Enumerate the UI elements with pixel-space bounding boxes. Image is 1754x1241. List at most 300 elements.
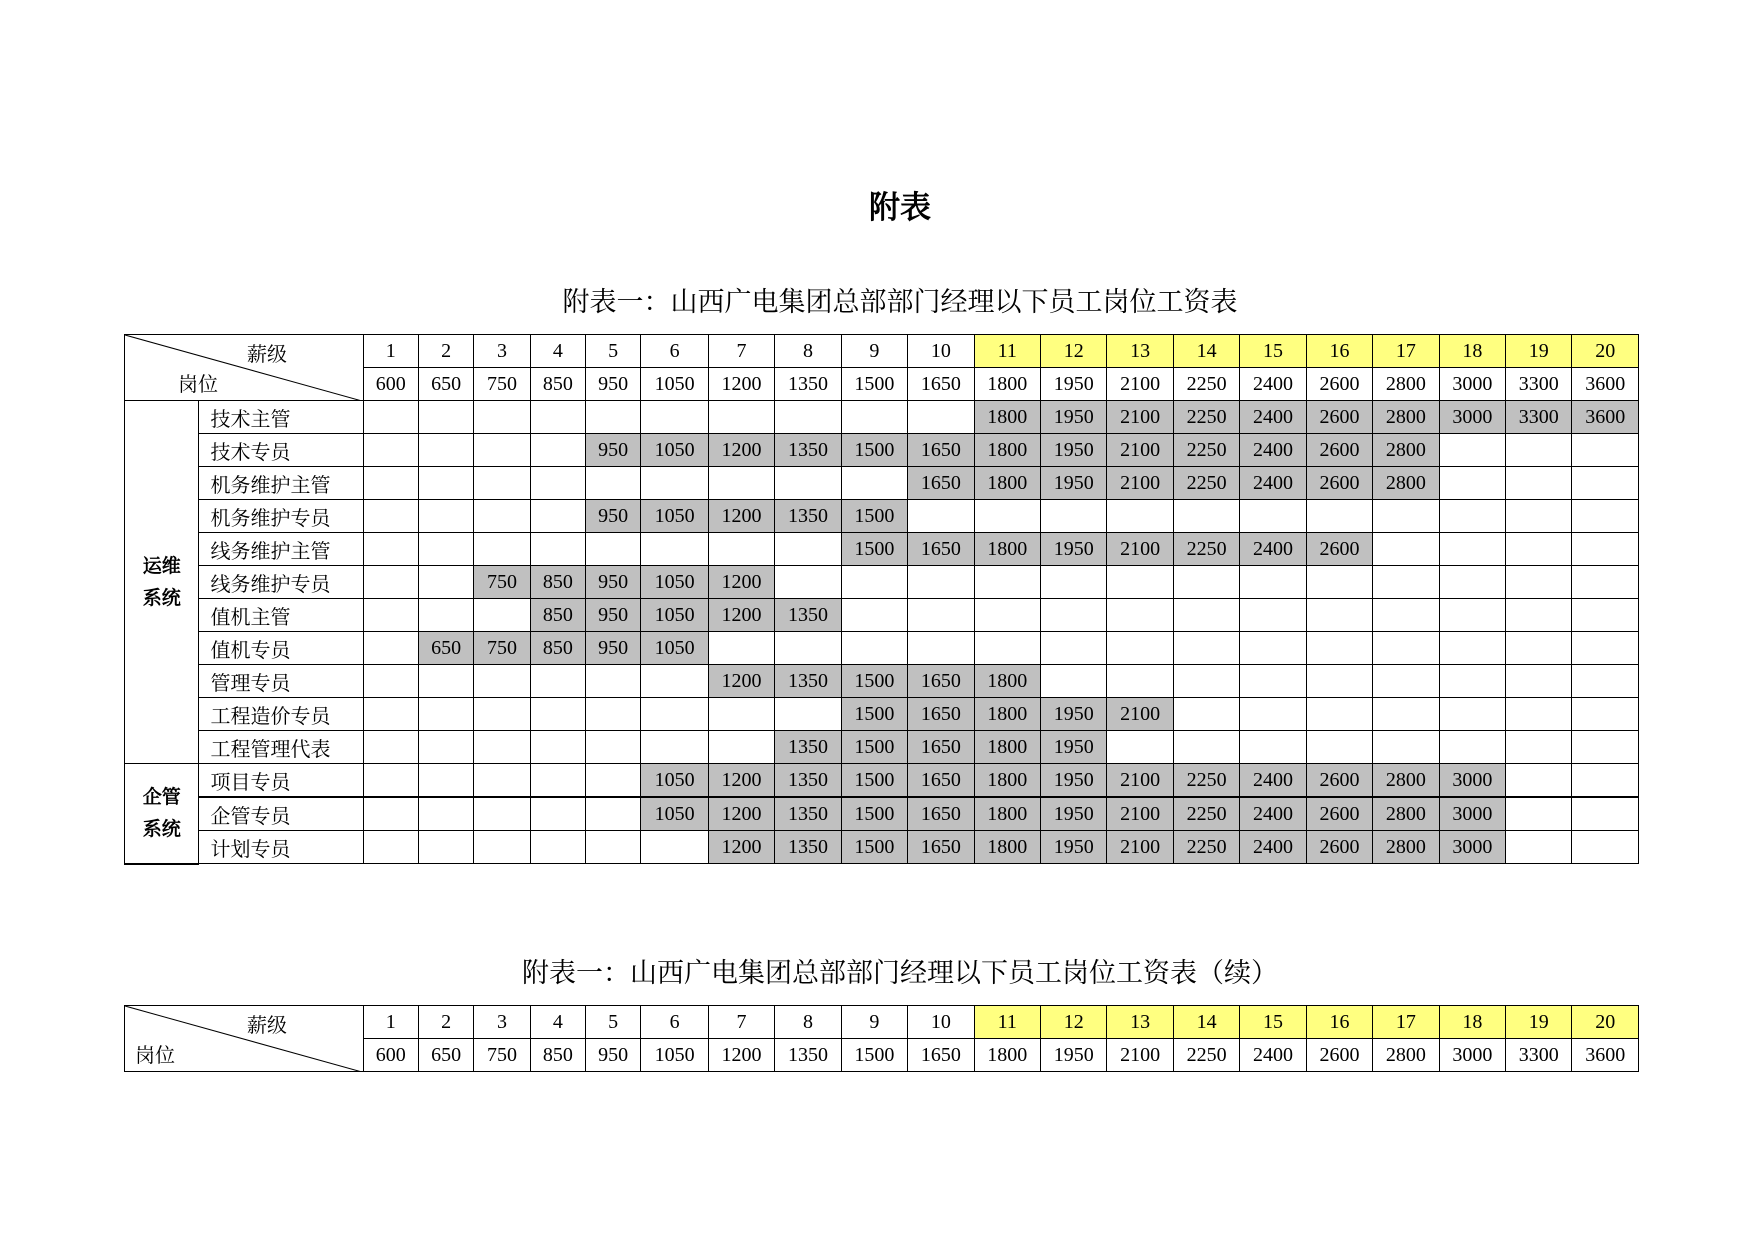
empty-cell — [1572, 665, 1639, 698]
grade-number: 12 — [1040, 335, 1106, 368]
base-salary: 750 — [474, 368, 530, 401]
empty-cell — [474, 698, 530, 731]
salary-cell: 750 — [474, 632, 530, 665]
base-salary: 950 — [586, 1039, 641, 1072]
empty-cell — [1439, 632, 1505, 665]
empty-cell — [474, 401, 530, 434]
salary-cell: 950 — [586, 434, 641, 467]
grade-number: 2 — [418, 1006, 473, 1039]
empty-cell — [1173, 566, 1239, 599]
salary-cell: 1350 — [775, 797, 841, 831]
empty-cell — [1572, 731, 1639, 764]
corner-grade-label: 薪级 — [247, 344, 287, 366]
table-row — [125, 401, 1639, 434]
empty-cell — [418, 831, 473, 864]
empty-cell — [530, 731, 585, 764]
grade-number: 4 — [530, 1006, 585, 1039]
salary-cell: 1650 — [908, 764, 974, 798]
salary-cell: 650 — [418, 632, 473, 665]
grade-number: 13 — [1107, 1006, 1173, 1039]
salary-cell: 750 — [474, 566, 530, 599]
position-name: 值机专员 — [199, 632, 363, 665]
empty-cell — [1373, 599, 1439, 632]
empty-cell — [1173, 665, 1239, 698]
base-salary: 1050 — [641, 1039, 708, 1072]
salary-cell: 2600 — [1306, 764, 1372, 798]
empty-cell — [474, 665, 530, 698]
salary-cell: 2400 — [1240, 401, 1306, 434]
empty-cell — [974, 632, 1040, 665]
empty-cell — [363, 401, 418, 434]
base-salary: 3600 — [1572, 1039, 1639, 1072]
empty-cell — [1040, 500, 1106, 533]
salary-cell: 2100 — [1107, 533, 1173, 566]
base-salary: 2400 — [1240, 368, 1306, 401]
empty-cell — [1439, 500, 1505, 533]
empty-cell — [418, 665, 473, 698]
empty-cell — [1306, 599, 1372, 632]
grade-number: 10 — [908, 1006, 974, 1039]
empty-cell — [1306, 566, 1372, 599]
salary-cell: 1200 — [708, 599, 774, 632]
empty-cell — [1439, 566, 1505, 599]
base-salary: 650 — [418, 368, 473, 401]
empty-cell — [974, 500, 1040, 533]
empty-cell — [1572, 831, 1639, 864]
base-salary: 2100 — [1107, 1039, 1173, 1072]
empty-cell — [1572, 533, 1639, 566]
position-name: 企管专员 — [199, 797, 363, 831]
salary-cell: 1200 — [708, 764, 774, 798]
base-salary: 1050 — [641, 368, 708, 401]
salary-cell: 3000 — [1439, 764, 1505, 798]
grade-number: 7 — [708, 1006, 774, 1039]
empty-cell — [474, 434, 530, 467]
salary-cell: 1050 — [641, 599, 708, 632]
empty-cell — [474, 764, 530, 798]
empty-cell — [1107, 632, 1173, 665]
salary-cell: 2400 — [1240, 797, 1306, 831]
base-salary: 650 — [418, 1039, 473, 1072]
empty-cell — [363, 764, 418, 798]
empty-cell — [1173, 500, 1239, 533]
grade-number: 14 — [1173, 1006, 1239, 1039]
salary-cell: 2250 — [1173, 831, 1239, 864]
empty-cell — [418, 698, 473, 731]
salary-table — [124, 334, 1639, 865]
salary-cell: 2100 — [1107, 797, 1173, 831]
empty-cell — [418, 401, 473, 434]
salary-cell: 1500 — [841, 533, 907, 566]
table-row — [125, 731, 1639, 764]
grade-number: 6 — [641, 1006, 708, 1039]
empty-cell — [775, 533, 841, 566]
salary-cell: 1800 — [974, 797, 1040, 831]
grade-number: 2 — [418, 335, 473, 368]
grade-number: 4 — [530, 335, 585, 368]
empty-cell — [1173, 632, 1239, 665]
salary-cell: 2800 — [1373, 797, 1439, 831]
corner-grade-label: 薪级 — [247, 1015, 287, 1037]
salary-cell: 1800 — [974, 665, 1040, 698]
salary-cell: 1950 — [1040, 764, 1106, 798]
position-name: 值机主管 — [199, 599, 363, 632]
empty-cell — [363, 632, 418, 665]
empty-cell — [363, 831, 418, 864]
base-salary: 2800 — [1373, 1039, 1439, 1072]
empty-cell — [641, 698, 708, 731]
position-name: 技术专员 — [199, 434, 363, 467]
salary-cell: 2100 — [1107, 831, 1173, 864]
empty-cell — [1572, 698, 1639, 731]
base-salary: 3300 — [1506, 368, 1572, 401]
salary-cell: 1650 — [908, 797, 974, 831]
empty-cell — [708, 401, 774, 434]
grade-number: 16 — [1306, 335, 1372, 368]
position-name: 机务维护专员 — [199, 500, 363, 533]
empty-cell — [908, 632, 974, 665]
empty-cell — [418, 599, 473, 632]
grade-number: 11 — [974, 1006, 1040, 1039]
base-salary: 950 — [586, 368, 641, 401]
salary-cell: 1950 — [1040, 467, 1106, 500]
salary-cell: 850 — [530, 566, 585, 599]
grade-number: 15 — [1240, 335, 1306, 368]
empty-cell — [708, 533, 774, 566]
system-group-label: 企管 系统 — [125, 764, 199, 864]
empty-cell — [586, 533, 641, 566]
empty-cell — [708, 632, 774, 665]
empty-cell — [530, 831, 585, 864]
corner-cell — [125, 335, 364, 401]
empty-cell — [775, 632, 841, 665]
empty-cell — [1240, 566, 1306, 599]
empty-cell — [418, 467, 473, 500]
salary-cell: 1050 — [641, 434, 708, 467]
salary-cell: 1800 — [974, 698, 1040, 731]
empty-cell — [1373, 698, 1439, 731]
empty-cell — [1240, 698, 1306, 731]
empty-cell — [1506, 632, 1572, 665]
empty-cell — [1040, 599, 1106, 632]
position-name: 线务维护专员 — [199, 566, 363, 599]
empty-cell — [1373, 632, 1439, 665]
grade-number: 6 — [641, 335, 708, 368]
empty-cell — [1506, 533, 1572, 566]
position-name: 线务维护主管 — [199, 533, 363, 566]
empty-cell — [1107, 500, 1173, 533]
salary-cell: 950 — [586, 500, 641, 533]
empty-cell — [1373, 665, 1439, 698]
salary-cell: 1950 — [1040, 731, 1106, 764]
empty-cell — [641, 665, 708, 698]
position-name: 项目专员 — [199, 764, 363, 798]
empty-cell — [1173, 698, 1239, 731]
salary-cell: 1050 — [641, 632, 708, 665]
grade-number: 19 — [1506, 1006, 1572, 1039]
salary-cell: 3000 — [1439, 797, 1505, 831]
salary-cell: 2600 — [1306, 797, 1372, 831]
position-name: 工程管理代表 — [199, 731, 363, 764]
salary-cell: 2800 — [1373, 401, 1439, 434]
salary-cell: 1350 — [775, 731, 841, 764]
grade-number: 19 — [1506, 335, 1572, 368]
table-row — [125, 764, 1639, 798]
empty-cell — [1506, 797, 1572, 831]
table2-title: 附表一：山西广电集团总部部门经理以下员工岗位工资表（续） — [522, 958, 1278, 988]
salary-cell: 2100 — [1107, 434, 1173, 467]
base-salary: 1800 — [974, 1039, 1040, 1072]
salary-cell: 2800 — [1373, 764, 1439, 798]
base-salary: 2250 — [1173, 1039, 1239, 1072]
system-group-label: 运维 系统 — [125, 401, 199, 764]
empty-cell — [908, 401, 974, 434]
empty-cell — [418, 434, 473, 467]
empty-cell — [586, 764, 641, 798]
corner-cell — [125, 1006, 364, 1072]
salary-cell: 1950 — [1040, 831, 1106, 864]
empty-cell — [1173, 731, 1239, 764]
empty-cell — [363, 467, 418, 500]
empty-cell — [775, 467, 841, 500]
grade-number: 14 — [1173, 335, 1239, 368]
salary-cell: 2100 — [1107, 401, 1173, 434]
salary-cell: 1800 — [974, 401, 1040, 434]
empty-cell — [474, 599, 530, 632]
empty-cell — [1306, 632, 1372, 665]
empty-cell — [418, 731, 473, 764]
grade-number: 18 — [1439, 1006, 1505, 1039]
diagonal-line — [125, 335, 362, 401]
base-salary: 850 — [530, 1039, 585, 1072]
empty-cell — [418, 533, 473, 566]
salary-cell: 1950 — [1040, 698, 1106, 731]
empty-cell — [363, 665, 418, 698]
empty-cell — [474, 467, 530, 500]
empty-cell — [775, 401, 841, 434]
base-salary: 1650 — [908, 1039, 974, 1072]
empty-cell — [908, 599, 974, 632]
salary-cell: 1950 — [1040, 533, 1106, 566]
empty-cell — [530, 764, 585, 798]
salary-cell: 2250 — [1173, 434, 1239, 467]
salary-cell: 1800 — [974, 533, 1040, 566]
base-salary: 2250 — [1173, 368, 1239, 401]
empty-cell — [641, 401, 708, 434]
table-row — [125, 797, 1639, 831]
grade-number: 9 — [841, 335, 907, 368]
base-salary: 750 — [474, 1039, 530, 1072]
empty-cell — [418, 764, 473, 798]
empty-cell — [363, 566, 418, 599]
salary-cell: 3000 — [1439, 401, 1505, 434]
empty-cell — [1373, 731, 1439, 764]
grade-number: 20 — [1572, 335, 1639, 368]
table-row — [125, 500, 1639, 533]
empty-cell — [1107, 731, 1173, 764]
salary-cell: 1350 — [775, 831, 841, 864]
salary-cell: 2600 — [1306, 831, 1372, 864]
empty-cell — [1107, 599, 1173, 632]
empty-cell — [974, 566, 1040, 599]
salary-cell: 1650 — [908, 665, 974, 698]
salary-cell: 850 — [530, 632, 585, 665]
grade-number: 17 — [1373, 335, 1439, 368]
empty-cell — [1439, 533, 1505, 566]
salary-cell: 1500 — [841, 764, 907, 798]
salary-cell: 1500 — [841, 731, 907, 764]
salary-cell: 1050 — [641, 500, 708, 533]
table-row — [125, 831, 1639, 864]
empty-cell — [1506, 831, 1572, 864]
salary-cell: 2100 — [1107, 467, 1173, 500]
salary-cell: 3300 — [1506, 401, 1572, 434]
empty-cell — [1107, 665, 1173, 698]
grade-number: 8 — [775, 335, 841, 368]
empty-cell — [1040, 665, 1106, 698]
empty-cell — [1439, 467, 1505, 500]
empty-cell — [530, 434, 585, 467]
empty-cell — [1572, 632, 1639, 665]
table1-title: 附表一：山西广电集团总部部门经理以下员工岗位工资表 — [562, 287, 1238, 317]
empty-cell — [1572, 764, 1639, 798]
empty-cell — [908, 500, 974, 533]
salary-cell: 2250 — [1173, 764, 1239, 798]
empty-cell — [474, 831, 530, 864]
empty-cell — [775, 566, 841, 599]
base-salary: 600 — [363, 1039, 418, 1072]
empty-cell — [1240, 632, 1306, 665]
salary-cell: 1050 — [641, 566, 708, 599]
base-salary: 1650 — [908, 368, 974, 401]
empty-cell — [1506, 698, 1572, 731]
empty-cell — [1240, 731, 1306, 764]
empty-cell — [1107, 566, 1173, 599]
salary-cell: 1500 — [841, 698, 907, 731]
empty-cell — [474, 500, 530, 533]
salary-cell: 2400 — [1240, 434, 1306, 467]
salary-cell: 1200 — [708, 797, 774, 831]
salary-cell: 2400 — [1240, 467, 1306, 500]
salary-cell: 1200 — [708, 831, 774, 864]
empty-cell — [1506, 434, 1572, 467]
table-row — [125, 665, 1639, 698]
base-salary: 1500 — [841, 1039, 907, 1072]
empty-cell — [1306, 500, 1372, 533]
empty-cell — [530, 665, 585, 698]
salary-cell: 2400 — [1240, 533, 1306, 566]
base-salary: 1950 — [1040, 368, 1106, 401]
base-salary: 2600 — [1306, 368, 1372, 401]
salary-cell: 950 — [586, 632, 641, 665]
salary-cell: 1500 — [841, 500, 907, 533]
base-salary: 2100 — [1107, 368, 1173, 401]
empty-cell — [841, 467, 907, 500]
salary-cell: 1500 — [841, 831, 907, 864]
empty-cell — [586, 401, 641, 434]
empty-cell — [1439, 665, 1505, 698]
base-salary: 3000 — [1439, 368, 1505, 401]
salary-cell: 1050 — [641, 764, 708, 798]
empty-cell — [530, 401, 585, 434]
empty-cell — [1373, 533, 1439, 566]
base-salary: 1800 — [974, 368, 1040, 401]
salary-cell: 1650 — [908, 533, 974, 566]
empty-cell — [586, 698, 641, 731]
empty-cell — [1240, 500, 1306, 533]
salary-cell: 2400 — [1240, 831, 1306, 864]
table-row — [125, 566, 1639, 599]
salary-cell: 1500 — [841, 797, 907, 831]
empty-cell — [1240, 599, 1306, 632]
empty-cell — [1306, 698, 1372, 731]
table-row — [125, 632, 1639, 665]
salary-cell: 2800 — [1373, 434, 1439, 467]
empty-cell — [418, 797, 473, 831]
position-name: 管理专员 — [199, 665, 363, 698]
empty-cell — [474, 731, 530, 764]
empty-cell — [641, 831, 708, 864]
empty-cell — [908, 566, 974, 599]
empty-cell — [1173, 599, 1239, 632]
empty-cell — [418, 566, 473, 599]
empty-cell — [363, 434, 418, 467]
grade-number: 1 — [363, 1006, 418, 1039]
salary-cell: 1350 — [775, 434, 841, 467]
salary-cell: 2600 — [1306, 434, 1372, 467]
empty-cell — [474, 797, 530, 831]
empty-cell — [363, 731, 418, 764]
base-salary: 1200 — [708, 1039, 774, 1072]
salary-cell: 1200 — [708, 434, 774, 467]
empty-cell — [1439, 599, 1505, 632]
empty-cell — [530, 467, 585, 500]
empty-cell — [1373, 566, 1439, 599]
empty-cell — [1572, 566, 1639, 599]
table-row — [125, 599, 1639, 632]
empty-cell — [1040, 632, 1106, 665]
empty-cell — [530, 698, 585, 731]
empty-cell — [708, 731, 774, 764]
empty-cell — [841, 599, 907, 632]
empty-cell — [1572, 797, 1639, 831]
empty-cell — [775, 698, 841, 731]
salary-cell: 2100 — [1107, 764, 1173, 798]
salary-cell: 1350 — [775, 599, 841, 632]
base-salary: 1350 — [775, 1039, 841, 1072]
grade-number: 5 — [586, 335, 641, 368]
grade-number: 8 — [775, 1006, 841, 1039]
base-salary: 1350 — [775, 368, 841, 401]
empty-cell — [708, 698, 774, 731]
salary-cell: 1800 — [974, 831, 1040, 864]
empty-cell — [1572, 467, 1639, 500]
grade-number: 16 — [1306, 1006, 1372, 1039]
salary-cell: 1950 — [1040, 401, 1106, 434]
salary-cell: 1800 — [974, 731, 1040, 764]
base-salary: 2400 — [1240, 1039, 1306, 1072]
corner-position-label: 岗位 — [135, 1045, 175, 1067]
salary-cell: 1950 — [1040, 797, 1106, 831]
grade-number: 10 — [908, 335, 974, 368]
salary-cell: 850 — [530, 599, 585, 632]
salary-cell: 3000 — [1439, 831, 1505, 864]
empty-cell — [1572, 500, 1639, 533]
salary-cell: 950 — [586, 599, 641, 632]
empty-cell — [1306, 665, 1372, 698]
salary-cell: 2600 — [1306, 401, 1372, 434]
grade-number: 9 — [841, 1006, 907, 1039]
